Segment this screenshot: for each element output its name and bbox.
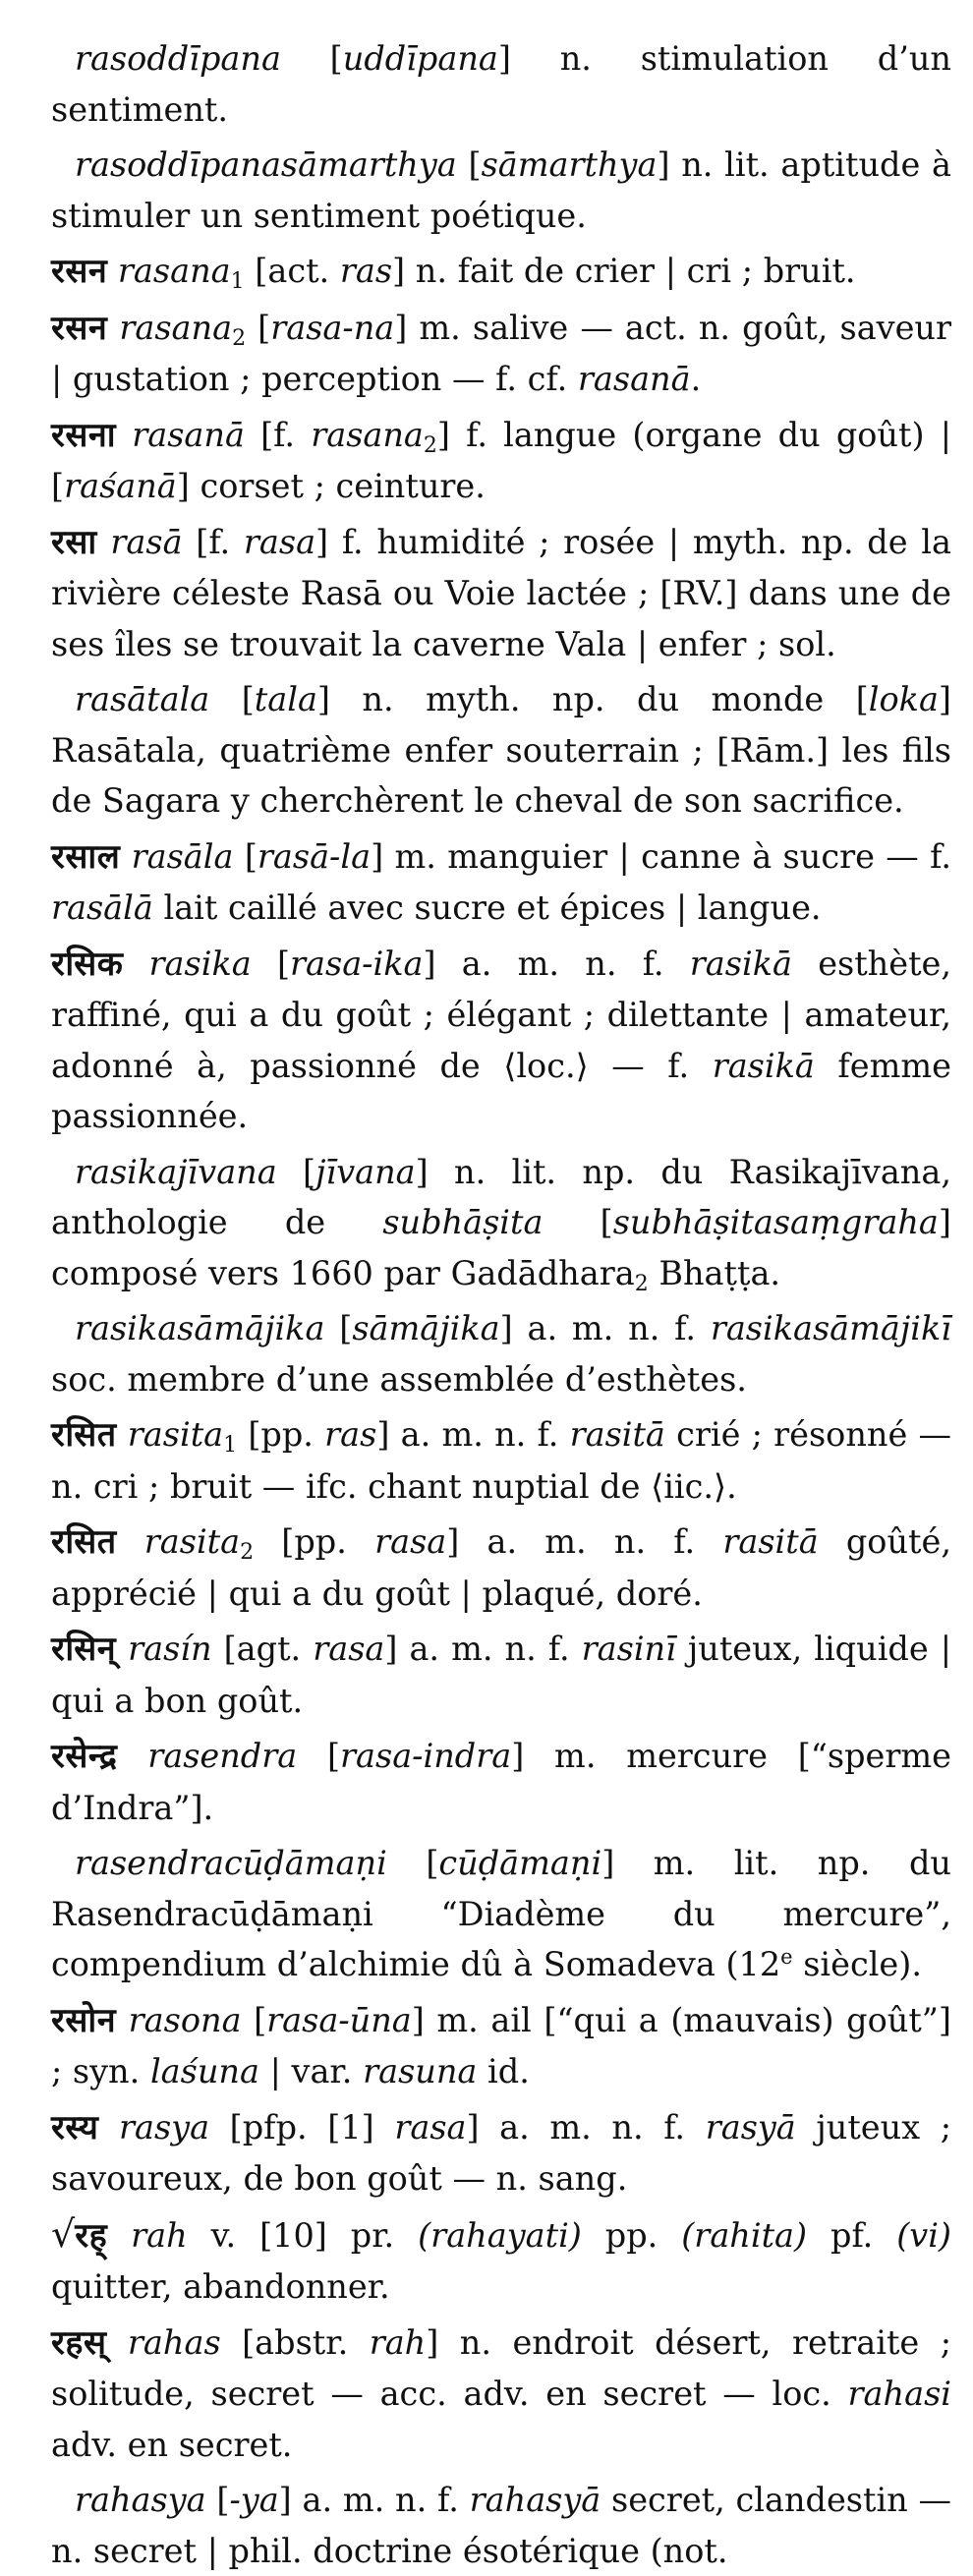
- entry-text: rasona [rasa-ūna] m. ail [“qui a (mauvais) goût”] ; syn. laśuna | var. rasuna id.: [51, 2000, 951, 2090]
- dictionary-entry: [51, 517, 951, 670]
- devanagari-headword: रसोन: [51, 2000, 117, 2040]
- devanagari-headword: रसा: [51, 522, 97, 562]
- dictionary-entry: [51, 1147, 951, 1299]
- entry-text: rasita$_1$ [pp. ras] a. m. n. f. rasitā crié ; résonné — n. cri ; bruit — ifc. chant nuptial de ⟨iic.⟩.: [51, 1415, 952, 1506]
- dictionary-entry: [51, 140, 951, 241]
- dictionary-entry: [51, 2102, 951, 2204]
- dictionary-entry: [51, 1624, 951, 1726]
- dictionary-entry: [51, 674, 951, 827]
- entry-text: rasita$_2$ [pp. rasa] a. m. n. f. rasitā goûté, apprécié | qui a du goût | plaqué, doré.: [51, 1522, 951, 1613]
- entry-text: rasana$_2$ [rasa-na] m. salive — act. n. goût, saveur | gustation ; perception — f. cf. rasanā.: [51, 308, 952, 398]
- dictionary-entry: [51, 831, 951, 934]
- dictionary-entry: [51, 246, 951, 298]
- entry-text: rasoddīpana [uddīpana] n. stimulation d’un sentiment.: [51, 39, 951, 129]
- dictionary-entry: [51, 1409, 951, 1512]
- devanagari-headword: रह्: [75, 2215, 108, 2256]
- entry-text: rasya [pfp. [1] rasa] a. m. n. f. rasyā juteux ; savoureux, de bon goût — n. sang.: [51, 2107, 951, 2198]
- entry-text: rasātala [tala] n. myth. np. du monde [loka] Rasātala, quatrième enfer souterrain ; [Rām.] les fils de Sagara y cherchèrent le cheval de son sacrifice.: [51, 680, 951, 820]
- devanagari-headword: रसित: [51, 1415, 117, 1455]
- entry-text: rasín [agt. rasa] a. m. n. f. rasinī juteux, liquide | qui a bon goût.: [51, 1630, 951, 1720]
- devanagari-headword: रसित: [51, 1522, 117, 1562]
- entry-text: rasikajīvana [jīvana] n. lit. np. du Rasikajīvana, anthologie de subhāṣita [subhāṣitasaṃgraha] composé vers 1660 par Gadādhara$_2$ Bhaṭṭa.: [51, 1152, 951, 1296]
- entry-text: rasendracūḍāmaṇi [cūḍāmaṇi] m. lit. np. du Rasendracūḍāmaṇi “Diadème du mercure”, compendium d’alchimie dû à Somadeva (12e siècle).: [51, 1844, 951, 1983]
- entry-text: rasanā [f. rasana$_2$] f. langue (organe du goût) | [raśanā] corset ; ceinture.: [51, 415, 951, 505]
- dictionary-entry: [51, 1838, 951, 1990]
- entry-text: rasika [rasa-ika] a. m. n. f. rasikā esthète, raffiné, qui a du goût ; élégant ; dilettante | amateur, adonné à, passionné de ⟨loc.⟩ — f. rasikā femme passionnée.: [51, 944, 952, 1135]
- entry-text: rasoddīpanasāmarthya [sāmarthya] n. lit. aptitude à stimuler un sentiment poétique.: [51, 145, 952, 235]
- entry-text: rasā [f. rasa] f. humidité ; rosée | myth. np. de la rivière céleste Rasā ou Voie lactée ; [RV.] dans une de ses îles se trouvait la caverne Vala | enfer ; sol.: [51, 522, 951, 663]
- entry-text: rah v. [10] pr. (rahayati) pp. (rahita) pf. (vi) quitter, abandonner.: [51, 2215, 951, 2306]
- dictionary-entry: [51, 1731, 951, 1833]
- devanagari-headword: रसिक: [51, 944, 124, 984]
- dictionary-entry: [51, 1303, 951, 1404]
- dictionary-entry: [51, 2475, 951, 2576]
- dictionary-entry: [51, 2209, 951, 2313]
- entry-text: rasāla [rasā-la] m. manguier | canne à sucre — f. rasālā lait caillé avec sucre et épices | langue.: [51, 836, 952, 927]
- root-sign: √: [51, 2211, 76, 2256]
- devanagari-headword: रस्य: [51, 2107, 99, 2147]
- entry-text: rahasya [-ya] a. m. n. f. rahasyā secret, clandestin — n. secret | phil. doctrine ésotérique (not.: [51, 2481, 951, 2570]
- devanagari-headword: रसिन्: [51, 1630, 117, 1669]
- dictionary-entry: [51, 303, 951, 405]
- devanagari-headword: रहस्: [51, 2322, 107, 2363]
- dictionary-entry: [51, 410, 951, 512]
- dictionary-entry: [51, 939, 951, 1142]
- entry-text: rasana$_1$ [act. ras] n. fait de crier | cri ; bruit.: [117, 252, 856, 294]
- dictionary-entry: [51, 33, 951, 135]
- devanagari-headword: रसन: [51, 252, 108, 291]
- entry-text: rasendra [rasa-indra] m. mercure [“sperme d’Indra”].: [51, 1737, 951, 1827]
- entry-text: rasikasāmājika [sāmājika] a. m. n. f. rasikasāmājikī soc. membre d’une assemblée d’esthètes.: [51, 1309, 951, 1399]
- dictionary-entry: [51, 1995, 951, 2097]
- devanagari-headword: रसन: [51, 308, 108, 348]
- entry-text: rahas [abstr. rah] n. endroit désert, retraite ; solitude, secret — acc. adv. en secret — loc. rahasi adv. en secret.: [51, 2322, 952, 2464]
- dictionary-entry: [51, 2318, 951, 2471]
- devanagari-headword: रसेन्द्र: [51, 1737, 118, 1776]
- dictionary-entry: [51, 1517, 951, 1619]
- devanagari-headword: रसाल: [51, 836, 121, 877]
- devanagari-headword: रसना: [51, 415, 117, 455]
